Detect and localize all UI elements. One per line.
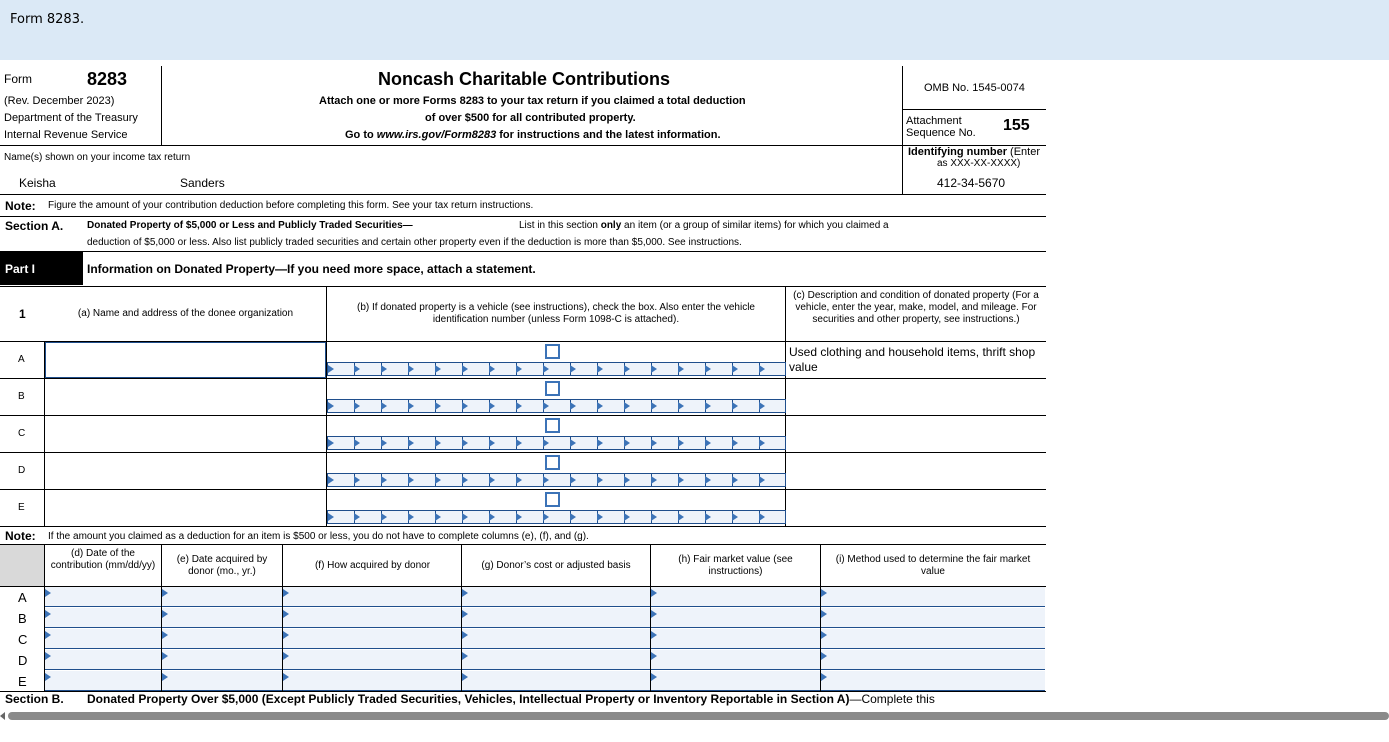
date-contribution-b[interactable]: [45, 608, 161, 628]
form-number: 8283: [87, 69, 128, 89]
col-b-header: (b) If donated property is a vehicle (see instructions), check the box. Also enter the vehicle identification number (unless Form 1098-C is attached).: [357, 302, 755, 325]
fmv-method-d[interactable]: [821, 650, 1045, 670]
cost-basis-b[interactable]: [462, 608, 650, 628]
date-contribution-d[interactable]: [45, 650, 161, 670]
vehicle-checkbox-d[interactable]: [545, 455, 560, 470]
scroll-left-icon[interactable]: [0, 712, 5, 720]
irs-label: Internal Revenue Service: [4, 129, 128, 141]
col-i-header: (i) Method used to determine the fair market value: [835, 554, 1031, 577]
cost-basis-a[interactable]: [462, 587, 650, 607]
donee-field-a[interactable]: [45, 342, 326, 378]
note-2-text: If the amount you claimed as a deduction for an item is $500 or less, you do not have to complete columns (e), (f), and (g).: [48, 531, 589, 542]
document-title-bar: [0, 0, 1389, 60]
description-field-a[interactable]: Used clothing and household items, thrift shop value: [789, 345, 1036, 374]
fmv-method-b[interactable]: [821, 608, 1045, 628]
section-b-title: Donated Property Over $5,000 (Except Publicly Traded Securities, Vehicles, Intellectual Property or Inventory Reportable in Section A)—Complete this: [87, 692, 935, 706]
fmv-method-a[interactable]: [821, 587, 1045, 607]
donee-field-e[interactable]: [45, 490, 326, 526]
form-subtitle-3: Go to www.irs.gov/Form8283 for instructions and the latest information.: [345, 129, 721, 141]
first-name-field[interactable]: Keisha: [19, 176, 56, 190]
scrollbar-thumb[interactable]: [8, 712, 1389, 720]
document-title: Form 8283.: [10, 12, 85, 27]
donee-field-d[interactable]: [45, 453, 326, 489]
row-letter: A: [18, 590, 27, 605]
cost-basis-c[interactable]: [462, 629, 650, 649]
header-divider-left: [161, 66, 162, 146]
vin-field-b[interactable]: [327, 399, 786, 413]
form-subtitle-2: of over $500 for all contributed property.: [425, 112, 636, 124]
note-text: Figure the amount of your contribution deduction before completing this form. See your tax return instructions.: [48, 200, 534, 211]
date-acquired-a[interactable]: [162, 587, 282, 607]
table-2-corner: [0, 545, 44, 586]
id-label-format: as XXX-XX-XXXX): [937, 158, 1021, 169]
fair-market-value-b[interactable]: [651, 608, 820, 628]
col-g-header: (g) Donor’s cost or adjusted basis: [481, 560, 631, 571]
how-acquired-a[interactable]: [283, 587, 461, 607]
how-acquired-d[interactable]: [283, 650, 461, 670]
fair-market-value-e[interactable]: [651, 671, 820, 691]
fair-market-value-c[interactable]: [651, 629, 820, 649]
identifying-number-field[interactable]: 412-34-5670: [937, 176, 1006, 190]
date-acquired-e[interactable]: [162, 671, 282, 691]
form-word: Form: [4, 72, 32, 86]
date-contribution-e[interactable]: [45, 671, 161, 691]
fmv-method-c[interactable]: [821, 629, 1045, 649]
how-acquired-c[interactable]: [283, 629, 461, 649]
col-d-header: (d) Date of the contribution (mm/dd/yy): [50, 548, 156, 571]
donee-field-b[interactable]: [45, 379, 326, 415]
col-e-header: (e) Date acquired by donor (mo., yr.): [176, 554, 268, 577]
how-acquired-b[interactable]: [283, 608, 461, 628]
section-a-label: Section A.: [5, 219, 64, 233]
date-acquired-b[interactable]: [162, 608, 282, 628]
col-f-header: (f) How acquired by donor: [314, 560, 431, 571]
cost-basis-d[interactable]: [462, 650, 650, 670]
vehicle-checkbox-c[interactable]: [545, 418, 560, 433]
form-subtitle-1: Attach one or more Forms 8283 to your tax return if you claimed a total deduction: [319, 95, 746, 107]
date-contribution-c[interactable]: [45, 629, 161, 649]
part-1-badge: [0, 252, 83, 285]
donee-field-c[interactable]: [45, 416, 326, 452]
attachment-label: Attachment: [906, 115, 962, 127]
col-a-header: (a) Name and address of the donee organization: [77, 308, 294, 319]
sequence-number: 155: [1003, 117, 1030, 134]
date-acquired-d[interactable]: [162, 650, 282, 670]
col-c-header: (c) Description and condition of donated property (For a vehicle, enter the year, make, model, and mileage. For securities and other property, see instructions.): [793, 290, 1039, 325]
instructions-link[interactable]: www.irs.gov/Form8283: [376, 129, 497, 141]
row-letter: E: [18, 674, 27, 689]
department: Department of the Treasury: [4, 112, 138, 124]
vehicle-checkbox-e[interactable]: [545, 492, 560, 507]
row-letter: D: [18, 653, 28, 668]
note-2-label: Note:: [5, 529, 36, 543]
how-acquired-e[interactable]: [283, 671, 461, 691]
row-letter: A: [18, 354, 25, 365]
vehicle-checkbox-a[interactable]: [545, 344, 560, 359]
vehicle-checkbox-b[interactable]: [545, 381, 560, 396]
row-letter: E: [18, 502, 25, 513]
vin-field-c[interactable]: [327, 436, 786, 450]
fmv-method-e[interactable]: [821, 671, 1045, 691]
vin-field-a[interactable]: [327, 362, 786, 376]
note-label: Note:: [5, 199, 36, 213]
omb-number: OMB No. 1545-0074: [924, 82, 1025, 94]
fair-market-value-a[interactable]: [651, 587, 820, 607]
vin-field-d[interactable]: [327, 473, 786, 487]
part-1-title: Information on Donated Property—If you need more space, attach a statement.: [87, 262, 536, 276]
horizontal-scrollbar[interactable]: [0, 711, 1389, 721]
col-h-header: (h) Fair market value (see instructions): [678, 554, 793, 577]
name-label: Name(s) shown on your income tax return: [4, 152, 191, 163]
section-a-text-1: List in this section only an item (or a group of similar items) for which you claimed a: [519, 220, 889, 231]
row-letter: C: [18, 632, 28, 647]
line-number: 1: [19, 307, 26, 321]
part-1-label: Part I: [5, 262, 36, 276]
row-letter: B: [18, 391, 25, 402]
row-letter: C: [18, 428, 26, 439]
row-letter: B: [18, 611, 27, 626]
date-contribution-a[interactable]: [45, 587, 161, 607]
section-b-label: Section B.: [5, 692, 64, 706]
fair-market-value-d[interactable]: [651, 650, 820, 670]
form-revision: (Rev. December 2023): [4, 95, 115, 107]
cost-basis-e[interactable]: [462, 671, 650, 691]
id-label: Identifying number (Enter: [908, 146, 1041, 158]
vin-field-e[interactable]: [327, 510, 786, 524]
date-acquired-c[interactable]: [162, 629, 282, 649]
sequence-label: Sequence No.: [906, 127, 976, 139]
section-a-title: Donated Property of $5,000 or Less and Publicly Traded Securities—: [87, 220, 413, 231]
last-name-field[interactable]: Sanders: [180, 176, 225, 190]
form-title: Noncash Charitable Contributions: [378, 69, 671, 89]
row-letter: D: [18, 465, 26, 476]
header-divider-right: [902, 66, 903, 194]
section-a-text-2: deduction of $5,000 or less. Also list publicly traded securities and certain other property even if the deduction is more than $5,000. See instructions.: [87, 237, 742, 248]
